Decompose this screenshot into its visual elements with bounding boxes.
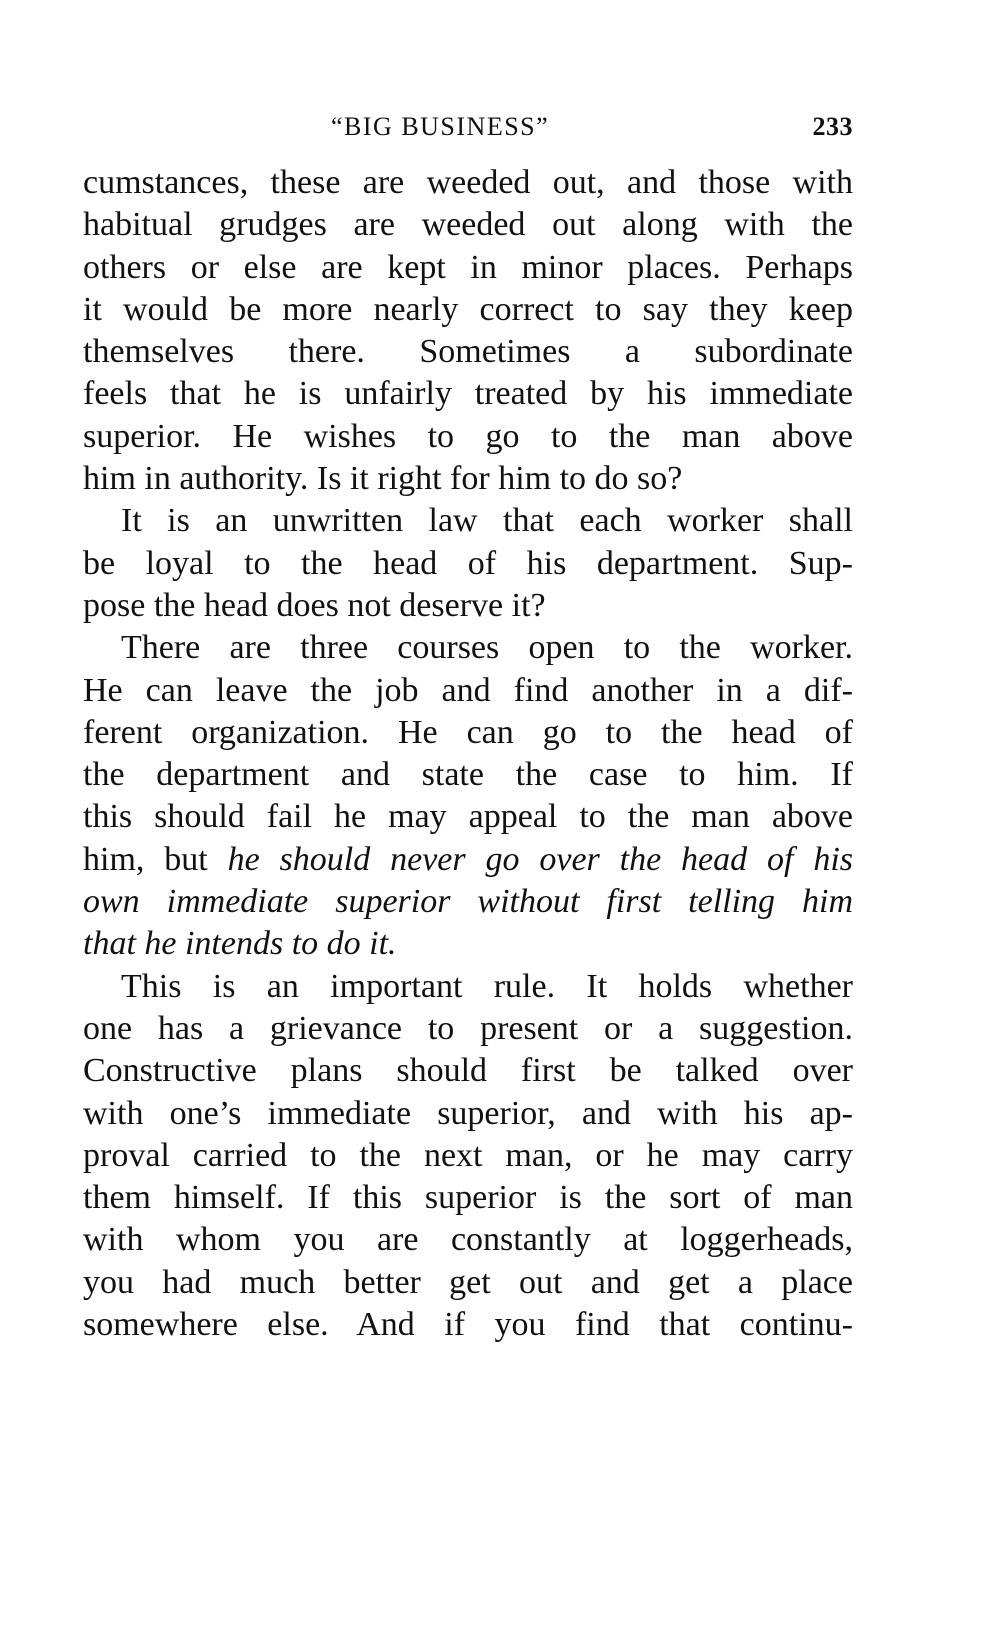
text-line: somewhere else. And if you find that continu- [83,1306,853,1344]
text-line: pose the head does not deserve it? [83,586,546,624]
page-header [83,112,853,148]
text-line: this should fail he may appeal to the man above [83,798,853,836]
text-line: It is an unwritten law that each worker shall [121,502,853,540]
text-line: it would be more nearly correct to say they keep [83,290,853,328]
text-line: This is an important rule. It holds whether [121,967,853,1005]
text-line: proval carried to the next man, or he may carry [83,1136,853,1174]
body-text [83,162,853,1346]
text-line: themselves there. Sometimes a subordinate [83,333,853,371]
italic-emphasis: that he intends to do it. [83,925,397,963]
text-line: them himself. If this superior is the sort of man [83,1179,853,1217]
italic-emphasis: he should never go over the head of his [227,840,854,878]
text-line: the department and state the case to him. If [83,756,853,794]
text-line: others or else are kept in minor places. Perhaps [83,248,853,286]
text-line-roman: him, but [83,840,228,878]
text-line: cumstances, these are weeded out, and those with [83,164,853,201]
text-line: feels that he is unfairly treated by his immediate [83,375,853,413]
text-line: with whom you are constantly at loggerheads, [83,1221,853,1259]
text-line: with one’s immediate superior, and with his ap- [83,1094,853,1132]
page-number: 233 [812,112,853,141]
italic-emphasis: own immediate superior without first telling him [83,883,853,921]
text-line [83,839,853,881]
text-line: There are three courses open to the worker. [121,629,853,667]
text-line: ferent organization. He can go to the head of [83,713,853,751]
text-line: you had much better get out and get a place [83,1263,853,1301]
text-line: superior. He wishes to go to the man above [83,417,853,455]
text-line: one has a grievance to present or a suggestion. [83,1009,853,1047]
running-title: “BIG BUSINESS” [331,112,550,141]
text-line: Constructive plans should first be talked over [83,1052,853,1090]
text-line: him in authority. Is it right for him to do so? [83,460,683,498]
text-line: He can leave the job and find another in a dif- [83,671,853,709]
text-line: habitual grudges are weeded out along with the [83,206,853,244]
text-line: be loyal to the head of his department. Sup- [83,544,853,582]
